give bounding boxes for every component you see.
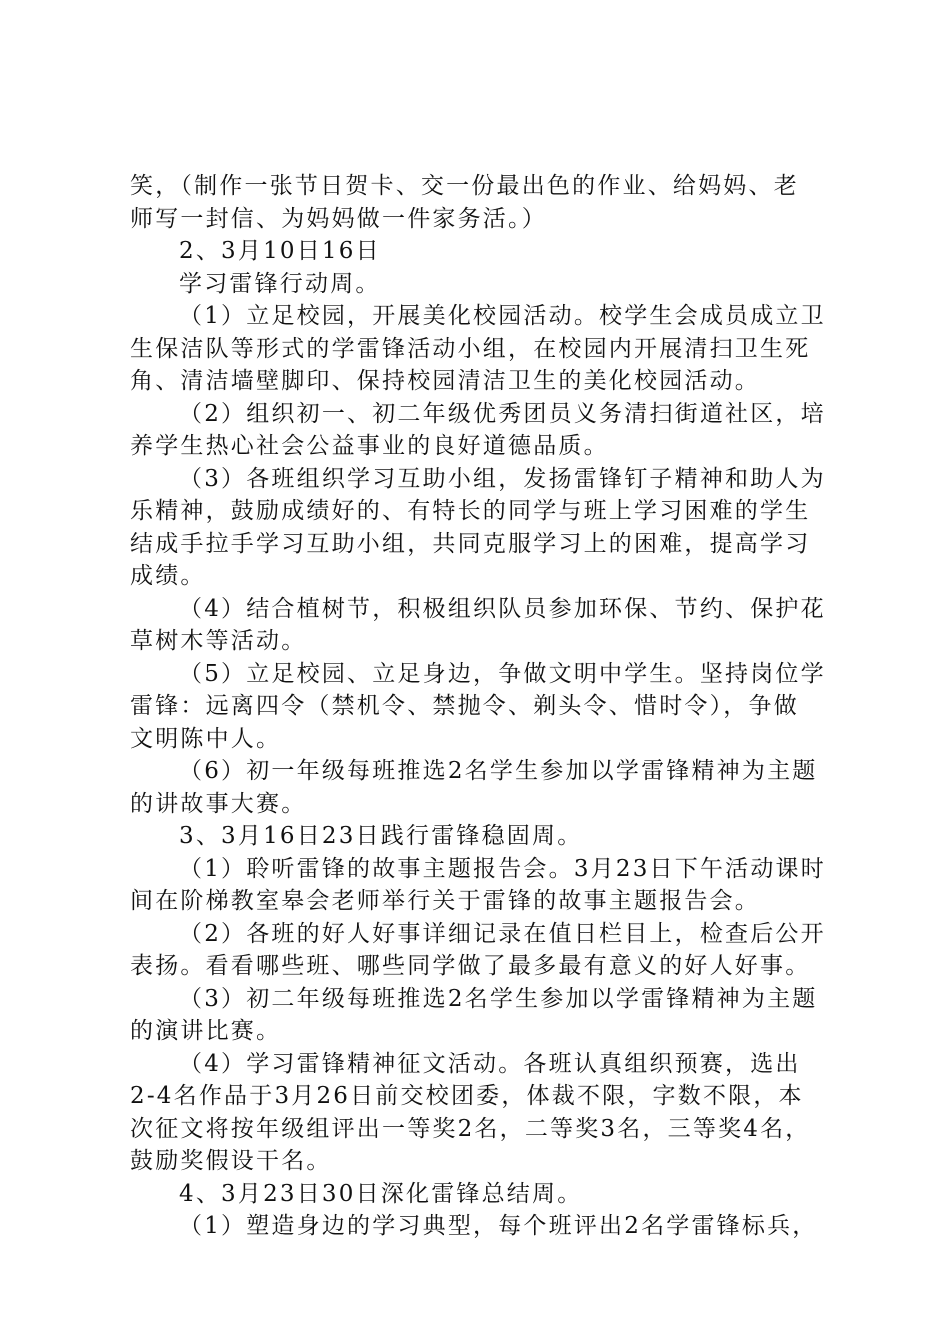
- text-line: 鼓励奖假设干名。: [130, 1148, 332, 1174]
- text-line: 的演讲比赛。: [130, 1018, 282, 1044]
- text-line: （2）组织初一、初二年级优秀团员义务清扫街道社区，培: [179, 400, 826, 427]
- text-line: （2）各班的好人好事详细记录在值日栏目上，检查后公开: [179, 920, 826, 947]
- text-line: （3）各班组织学习互助小组，发扬雷锋钉子精神和助人为: [179, 465, 826, 492]
- text-line: 间在阶梯教室皋会老师举行关于雷锋的故事主题报告会。: [130, 888, 760, 914]
- text-line: 雷锋：远离四令（禁机令、禁抛令、剃头令、惜时令），争做: [130, 693, 799, 719]
- text-line: （1）立足校园，开展美化校园活动。校学生会成员成立卫: [179, 303, 826, 329]
- section-heading: 3、3月16日23日践行雷锋稳固周。: [179, 823, 583, 849]
- section-heading: 4、3月23日30日深化雷锋总结周。: [179, 1180, 583, 1207]
- document-body: [130, 170, 830, 1243]
- text-line: 生保洁队等形式的学雷锋活动小组，在校园内开展清扫卫生死: [130, 335, 811, 362]
- text-line: 草树木等活动。: [130, 628, 307, 654]
- text-line: （4）结合植树节，积极组织队员参加环保、节约、保护花: [179, 595, 826, 622]
- text-line: 的讲故事大赛。: [130, 790, 307, 817]
- text-line: （1）塑造身边的学习典型，每个班评出2名学雷锋标兵，: [179, 1213, 818, 1239]
- text-line: （1）聆听雷锋的故事主题报告会。3月23日下午活动课时: [179, 855, 826, 882]
- text-line: 角、清洁墙壁脚印、保持校园清洁卫生的美化校园活动。: [130, 368, 760, 394]
- text-line: （4）学习雷锋精神征文活动。各班认真组织预赛，选出: [179, 1050, 801, 1077]
- text-line: 表扬。看看哪些班、哪些同学做了最多最有意义的好人好事。: [130, 953, 811, 979]
- text-line: 笑，（制作一张节日贺卡、交一份最出色的作业、给妈妈、老: [130, 173, 799, 199]
- text-line: （3）初二年级每班推选2名学生参加以学雷锋精神为主题: [179, 985, 818, 1012]
- text-line: 养学生热心社会公益事业的良好道德品质。: [130, 433, 609, 459]
- text-line: 次征文将按年级组评出一等奖2名，二等奖3名，三等奖4名，: [130, 1115, 811, 1142]
- text-line: 2-4名作品于3月26日前交校团委，体裁不限，字数不限，本: [130, 1083, 804, 1109]
- section-heading: 2、3月10日16日: [179, 238, 381, 264]
- text-line: 文明陈中人。: [130, 725, 282, 752]
- text-line: 乐精神，鼓励成绩好的、有特长的同学与班上学习困难的学生: [130, 498, 811, 524]
- text-line: 师写一封信、为妈妈做一件家务活。）: [130, 205, 547, 232]
- text-line: （6）初一年级每班推选2名学生参加以学雷锋精神为主题: [179, 758, 818, 784]
- text-line: 成绩。: [130, 563, 206, 589]
- text-line: （5）立足校园、立足身边，争做文明中学生。坚持岗位学: [179, 660, 826, 687]
- text-line: 结成手拉手学习互助小组，共同克服学习上的困难，提高学习: [130, 530, 811, 557]
- section-subtitle: 学习雷锋行动周。: [179, 270, 381, 297]
